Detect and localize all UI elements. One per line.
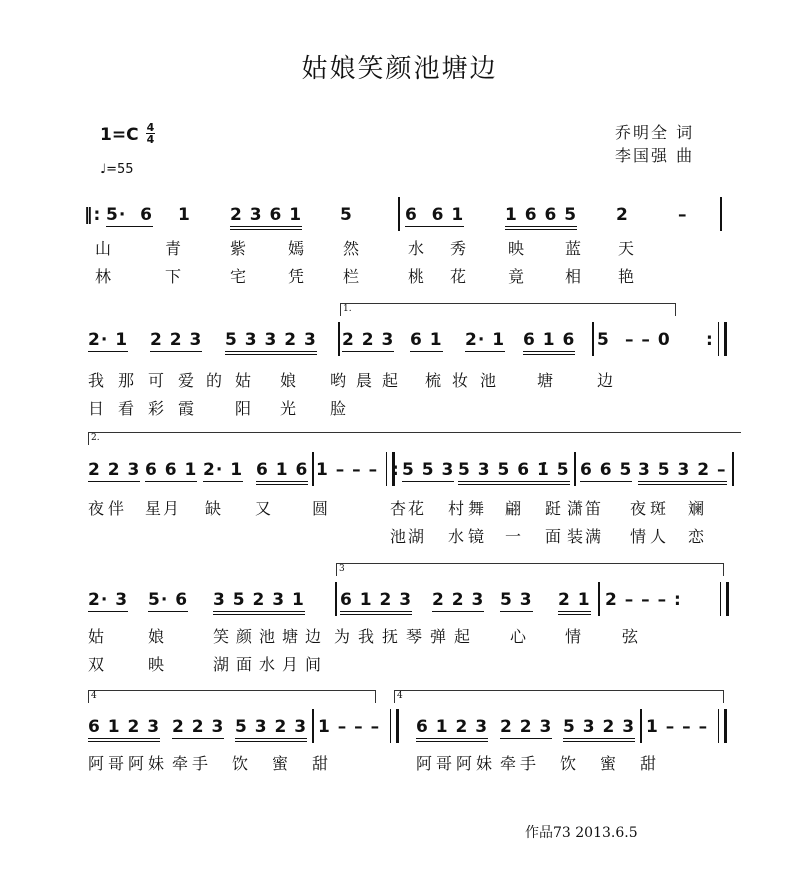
note-group: 2· 1 [465, 330, 506, 350]
time-signature [146, 122, 155, 145]
note-group: – [678, 205, 688, 225]
volta-bracket: 1. [340, 303, 676, 316]
lyric-syllable: 饮 [560, 754, 577, 773]
lyric-syllable: 脸 [330, 399, 347, 418]
note-group: 1 – – – [316, 460, 379, 480]
lyric-syllable: 间 [305, 655, 322, 674]
note-group: 1 – – – [318, 717, 381, 737]
note-group: 6 1 2 3 [340, 590, 412, 615]
lyric-syllable: 相 [565, 267, 582, 286]
barline [312, 709, 314, 743]
composer-credit: 李国强 曲 [615, 146, 695, 165]
lyric-syllable: 装 [567, 527, 584, 546]
note-group: 2 2 3 [150, 330, 203, 350]
note-group: 5 3 3 2 3 [225, 330, 317, 355]
lyric-syllable: 夜 [630, 499, 647, 518]
lyric-syllable: 圆 [312, 499, 329, 518]
note-group: ‖: [84, 205, 102, 225]
lyric-syllable: 娘 [148, 627, 165, 646]
lyric-syllable: 彩 [148, 399, 165, 418]
lyric-syllable: 天 [618, 239, 635, 258]
lyric-syllable: 塘 [282, 627, 299, 646]
lyric-syllable: 甜 [640, 754, 657, 773]
note-group: 5 [597, 330, 610, 350]
lyric-syllable: 情 [630, 527, 647, 546]
lyric-syllable: 心 [510, 627, 527, 646]
note-group: 6 1 6 [256, 460, 308, 485]
lyric-syllable: 镜 [468, 527, 485, 546]
lyric-syllable: 琴 [406, 627, 423, 646]
note-group: 2 2 3 [500, 717, 553, 737]
lyric-syllable: 我 [88, 371, 105, 390]
lyric-syllable: 凭 [288, 267, 305, 286]
note-group: : [706, 330, 714, 350]
lyric-syllable: 起 [382, 371, 399, 390]
lyric-syllable: 笑 [213, 627, 230, 646]
lyric-syllable: 村 [448, 499, 465, 518]
lyric-syllable: 伴 [108, 499, 125, 518]
lyric-syllable: 星 [145, 499, 162, 518]
lyric-syllable: 颜 [236, 627, 253, 646]
note-group: 6 6 5 [580, 460, 633, 480]
note-group: 3 5 2 3 1 [213, 590, 305, 615]
lyric-syllable: 月 [282, 655, 299, 674]
note-group: 2 [616, 205, 629, 225]
lyric-syllable: 阳 [235, 399, 252, 418]
lyric-syllable: 夜 [88, 499, 105, 518]
barline [312, 452, 314, 486]
lyric-syllable: 抚 [382, 627, 399, 646]
lyric-syllable: 的 [206, 371, 223, 390]
lyric-syllable: 缺 [205, 499, 222, 518]
lyric-syllable: 斓 [688, 499, 705, 518]
lyric-syllable: 蜜 [272, 754, 289, 773]
lyric-syllable: 水 [408, 239, 425, 258]
lyric-syllable: 然 [343, 239, 360, 258]
lyric-syllable: 妹 [476, 754, 493, 773]
lyricist-credit: 乔明全 词 [615, 123, 695, 142]
note-group: 5· 6 [106, 205, 153, 225]
note-group: : [392, 460, 400, 480]
lyric-syllable: 月 [163, 499, 180, 518]
lyric-syllable: 塘 [537, 371, 554, 390]
note-group: 6 6 1 [145, 460, 198, 480]
lyric-syllable: 面 [545, 527, 562, 546]
note-group: 1 [178, 205, 191, 225]
lyric-syllable: 面 [236, 655, 253, 674]
lyric-syllable: 手 [192, 754, 209, 773]
lyric-syllable: 翩 [505, 499, 522, 518]
volta-bracket: 4 [88, 690, 376, 703]
note-group: 6 1 2 3 [416, 717, 488, 742]
lyric-syllable: 栏 [343, 267, 360, 286]
lyric-syllable: 阿 [88, 754, 105, 773]
lyric-syllable: 双 [88, 655, 105, 674]
key-signature: 1=C [100, 125, 139, 145]
lyric-syllable: 一 [505, 527, 522, 546]
note-group: 5 3 5 6 1̇ 5 [458, 460, 570, 485]
time-signature-top: 4 [146, 121, 155, 134]
lyric-syllable: 边 [305, 627, 322, 646]
lyric-syllable: 宅 [230, 267, 247, 286]
note-group: 5 [340, 205, 353, 225]
lyric-syllable: 蜜 [600, 754, 617, 773]
lyric-syllable: 跹 [545, 499, 562, 518]
lyric-syllable: 秀 [450, 239, 467, 258]
lyric-syllable: 山 [95, 239, 112, 258]
lyric-syllable: 梳 [425, 371, 442, 390]
lyric-syllable: 艳 [618, 267, 635, 286]
note-group: 5 3 2 3 [563, 717, 635, 742]
lyric-syllable: 晨 [356, 371, 373, 390]
note-group: 5 5 3 [402, 460, 455, 480]
lyric-syllable: 那 [118, 371, 135, 390]
lyric-syllable: 花 [408, 499, 425, 518]
lyric-syllable: 看 [118, 399, 135, 418]
lyric-syllable: 又 [255, 499, 272, 518]
lyric-syllable: 池 [390, 527, 407, 546]
lyric-syllable: 妆 [452, 371, 469, 390]
lyric-syllable: 桃 [408, 267, 425, 286]
double-barline [718, 709, 727, 743]
lyric-syllable: 哥 [436, 754, 453, 773]
lyric-syllable: 潇 [567, 499, 584, 518]
lyric-syllable: 手 [520, 754, 537, 773]
footer-note: 作品73 2013.6.5 [525, 825, 638, 841]
lyric-syllable: 姑 [235, 371, 252, 390]
tempo-marking: ♩=55 [100, 162, 134, 177]
note-group: 2 1 [558, 590, 591, 615]
lyric-syllable: 娘 [280, 371, 297, 390]
lyric-syllable: 水 [259, 655, 276, 674]
lyric-syllable: 弦 [622, 627, 639, 646]
note-group: 6 1 6 [523, 330, 575, 355]
lyric-syllable: 青 [165, 239, 182, 258]
lyric-syllable: 可 [148, 371, 165, 390]
lyric-syllable: 我 [358, 627, 375, 646]
lyric-syllable: 映 [508, 239, 525, 258]
lyric-syllable: 水 [448, 527, 465, 546]
lyric-syllable: 边 [597, 371, 614, 390]
lyric-syllable: 光 [280, 399, 297, 418]
lyric-syllable: 阿 [456, 754, 473, 773]
lyric-syllable: 饮 [232, 754, 249, 773]
barline [640, 709, 642, 743]
lyric-syllable: 日 [88, 399, 105, 418]
lyric-syllable: 池 [480, 371, 497, 390]
note-group: 2 2 3 [432, 590, 485, 610]
lyric-syllable: 姑 [88, 627, 105, 646]
double-barline [386, 452, 395, 486]
lyric-syllable: 湖 [408, 527, 425, 546]
barline [335, 582, 337, 616]
lyric-syllable: 映 [148, 655, 165, 674]
double-barline [720, 582, 729, 616]
lyric-syllable: 哟 [330, 371, 347, 390]
note-group: 1 6 6 5 [505, 205, 577, 230]
volta-bracket: 3 [336, 563, 724, 576]
note-group: 6 6 1 [405, 205, 465, 225]
barline [574, 452, 576, 486]
lyric-syllable: 池 [259, 627, 276, 646]
volta-bracket: 4 [394, 690, 724, 703]
lyric-syllable: 笛 [585, 499, 602, 518]
song-title: 姑娘笑颜池塘边 [301, 54, 498, 84]
note-group: 2 – – – : [605, 590, 682, 610]
note-group: 1 – – – [646, 717, 709, 737]
note-group: 6 1 2 3 [88, 717, 160, 742]
lyric-syllable: 人 [650, 527, 667, 546]
lyric-syllable: 爱 [178, 371, 195, 390]
lyric-syllable: 恋 [688, 527, 705, 546]
lyric-syllable: 为 [334, 627, 351, 646]
lyric-syllable: 竟 [508, 267, 525, 286]
note-group: 2 2 3 [88, 460, 141, 480]
lyric-syllable: 林 [95, 267, 112, 286]
barline [398, 197, 400, 231]
time-signature-bottom: 4 [146, 133, 155, 146]
note-group: 2 2 3 [342, 330, 395, 350]
lyric-syllable: 阿 [416, 754, 433, 773]
double-barline [390, 709, 399, 743]
note-group: – – 0 [625, 330, 671, 350]
barline [338, 322, 340, 356]
lyric-syllable: 妹 [148, 754, 165, 773]
lyric-syllable: 牵 [500, 754, 517, 773]
barline [592, 322, 594, 356]
note-group: 6 1 [410, 330, 443, 350]
lyric-syllable: 哥 [108, 754, 125, 773]
barline [720, 197, 722, 231]
note-group: 2 3 6 1 [230, 205, 302, 230]
note-group: 5· 6 [148, 590, 189, 610]
lyric-syllable: 湖 [213, 655, 230, 674]
lyric-syllable: 弹 [430, 627, 447, 646]
note-group: 5 3 [500, 590, 533, 610]
lyric-syllable: 情 [565, 627, 582, 646]
lyric-syllable: 起 [454, 627, 471, 646]
lyric-syllable: 甜 [312, 754, 329, 773]
volta-bracket: 2. [88, 432, 741, 445]
note-group: 2· 1 [88, 330, 129, 350]
note-group: 3 5 3 2 – [638, 460, 727, 485]
lyric-syllable: 牵 [172, 754, 189, 773]
note-group: 5 3 2 3 [235, 717, 307, 742]
lyric-syllable: 舞 [468, 499, 485, 518]
note-group: 2· 3 [88, 590, 129, 610]
note-group: 2· 1 [203, 460, 244, 480]
lyric-syllable: 杏 [390, 499, 407, 518]
lyric-syllable: 下 [165, 267, 182, 286]
barline [598, 582, 600, 616]
lyric-syllable: 花 [450, 267, 467, 286]
lyric-syllable: 斑 [650, 499, 667, 518]
lyric-syllable: 嫣 [288, 239, 305, 258]
lyric-syllable: 满 [585, 527, 602, 546]
barline [732, 452, 734, 486]
lyric-syllable: 蓝 [565, 239, 582, 258]
note-group: 2 2 3 [172, 717, 225, 737]
double-barline [718, 322, 727, 356]
lyric-syllable: 阿 [128, 754, 145, 773]
lyric-syllable: 紫 [230, 239, 247, 258]
lyric-syllable: 霞 [178, 399, 195, 418]
